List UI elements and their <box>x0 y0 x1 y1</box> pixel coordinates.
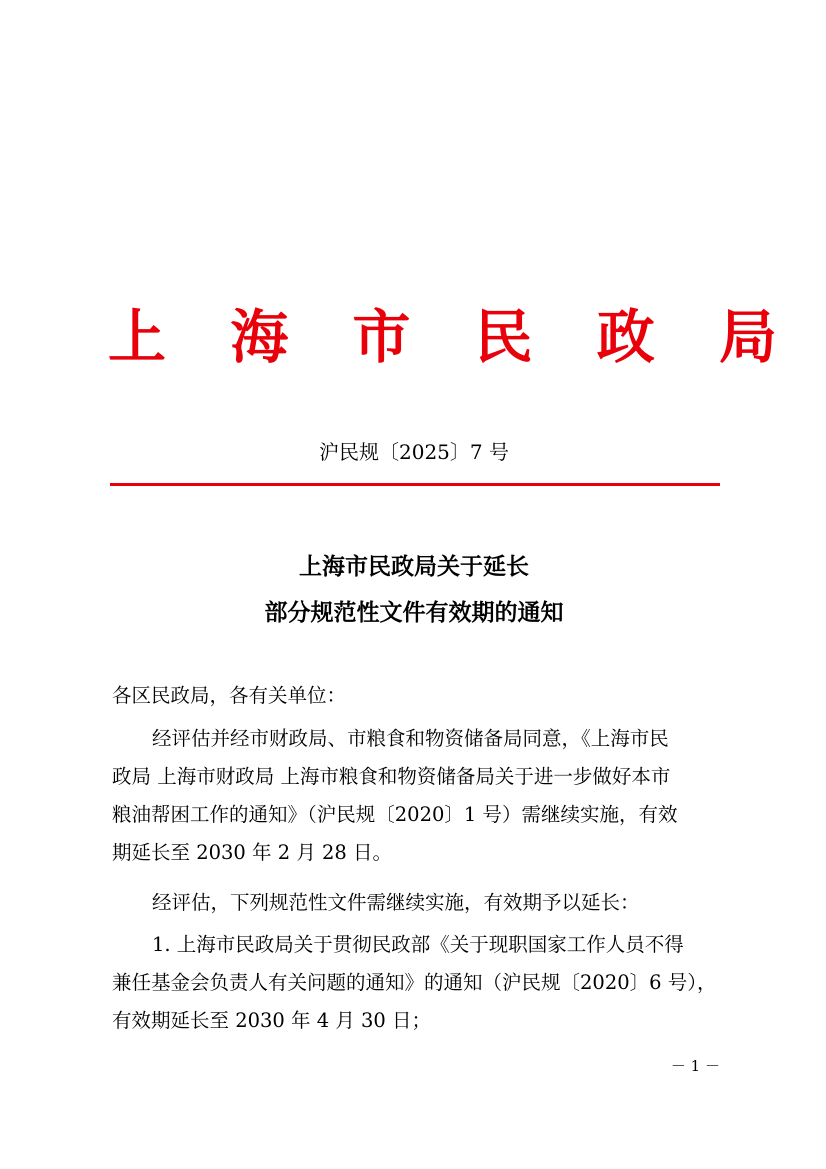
red-separator-line <box>110 483 720 486</box>
document-title-line-1: 上海市民政局关于延长 <box>299 554 529 580</box>
paragraph-1-line: 期延长至 2030 年 2 月 28 日。 <box>112 841 393 864</box>
list-item-1-line: 兼任基金会负责人有关问题的通知》的通知（沪民规〔2020〕6 号）， <box>112 971 717 994</box>
list-item-1-line: 有效期延长至 2030 年 4 月 30 日； <box>112 1009 432 1032</box>
paragraph-1-line: 政局 上海市财政局 上海市粮食和物资储备局关于进一步做好本市 <box>112 765 671 788</box>
document-title <box>108 544 720 636</box>
paragraph-1 <box>112 720 720 872</box>
document-number: 沪民规〔2025〕7 号 <box>319 440 509 464</box>
page-number: － 1 － <box>670 1057 720 1075</box>
salutation: 各区民政局，各有关单位： <box>112 684 347 707</box>
list-item-1 <box>112 926 720 1040</box>
paragraph-1-line: 经评估并经市财政局、市粮食和物资储备局同意，《上海市民 <box>152 727 669 750</box>
paragraph-2: 经评估，下列规范性文件需继续实施，有效期予以延长： <box>152 891 640 914</box>
paragraph-1-line: 粮油帮困工作的通知》（沪民规〔2020〕1 号）需继续实施，有效 <box>112 803 678 826</box>
issuing-authority-header: 上 海 市 民 政 局 <box>108 303 799 371</box>
document-title-line-2: 部分规范性文件有效期的通知 <box>264 600 564 626</box>
list-item-1-line: 1. 上海市民政局关于贯彻民政部《关于现职国家工作人员不得 <box>152 933 684 956</box>
